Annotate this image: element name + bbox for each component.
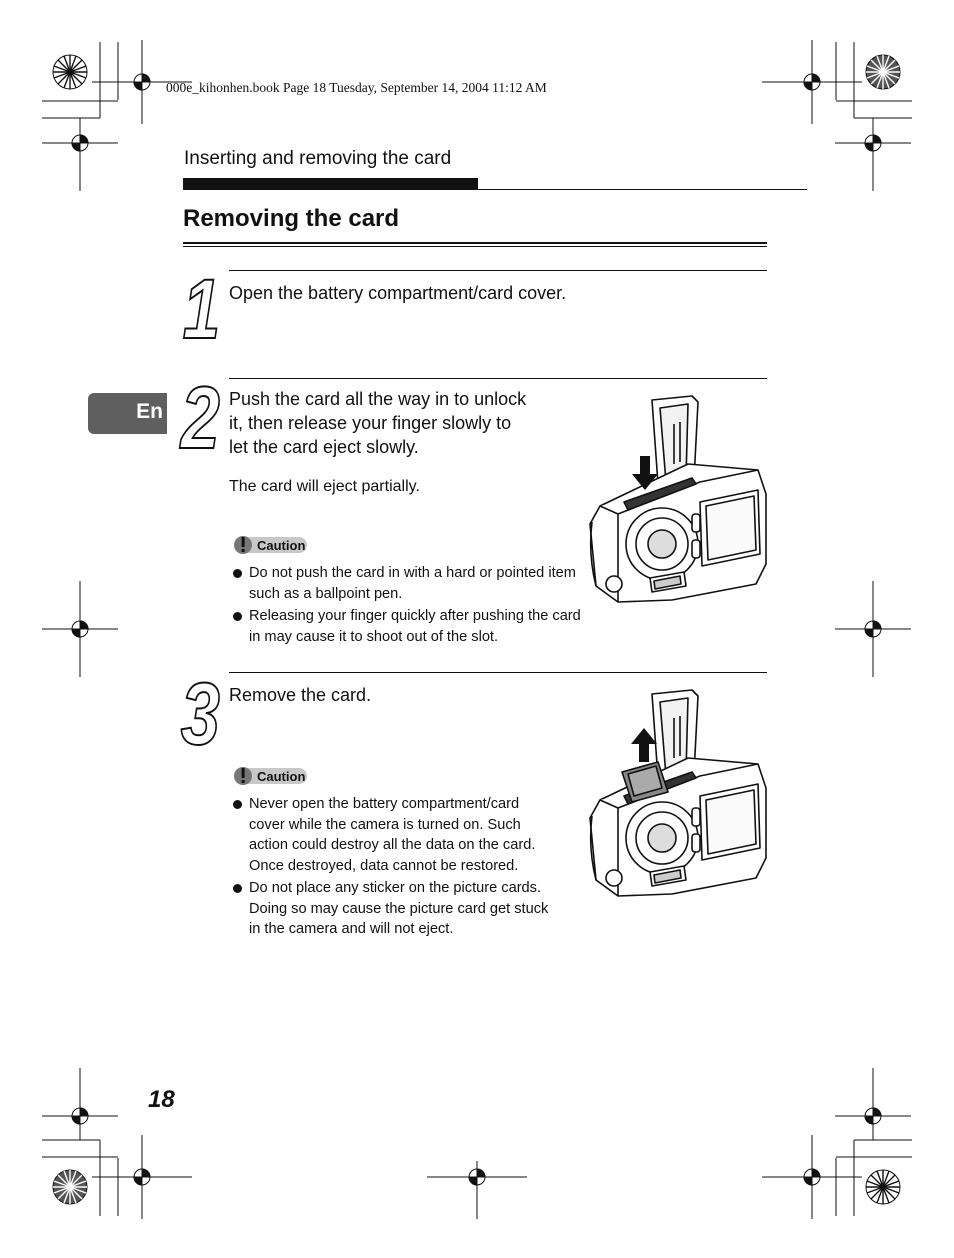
- step-2-number: [176, 368, 228, 454]
- step-3-number: [176, 662, 228, 750]
- language-tab-label: En: [136, 400, 163, 423]
- step-3-digit: 3: [180, 664, 220, 750]
- list-item: Do not place any sticker on the picture cards. Doing so may cause the picture card get stuck in the camera and will not eject.: [231, 878, 551, 940]
- step-2-rule: [229, 378, 767, 379]
- heading-rule: [183, 242, 767, 244]
- language-tab: [88, 393, 167, 434]
- caution-label: Caution: [257, 538, 306, 553]
- step-3-rule: [229, 672, 767, 673]
- arrow-up-icon: [631, 728, 657, 762]
- section-title: Inserting and removing the card: [184, 148, 452, 169]
- page-number: 18: [148, 1086, 175, 1113]
- caution-list: [231, 794, 551, 942]
- exclamation-icon: [233, 535, 253, 555]
- printer-info-line: 000e_kihonhen.book Page 18 Tuesday, September 14, 2004 11:12 AM: [166, 80, 547, 95]
- camera-remove-card-illustration: [588, 688, 768, 900]
- header-bar: [183, 178, 478, 190]
- caution-list: [231, 563, 581, 649]
- header-rule: [478, 189, 807, 190]
- exclamation-icon: [233, 766, 253, 786]
- step-2-digit: 2: [180, 368, 220, 454]
- step-1-digit: 1: [182, 262, 221, 344]
- step-1-rule: [229, 270, 767, 271]
- caution-label: Caution: [257, 769, 306, 784]
- step-3-instruction: Remove the card.: [229, 685, 372, 705]
- list-item: Never open the battery compartment/card cover while the camera is turned on. Such action could destroy all the data on the card. Once destroyed, data cannot be restored.: [231, 794, 551, 876]
- step-1-instruction: Open the battery compartment/card cover.: [229, 283, 567, 303]
- step-2-line: Push the card all the way in to unlock: [229, 389, 527, 409]
- step-2-instruction: [229, 387, 526, 459]
- list-item: Do not push the card in with a hard or pointed item such as a ballpoint pen.: [231, 563, 581, 604]
- step-2-line: it, then release your finger slowly to: [229, 413, 512, 433]
- step-1-number: [178, 262, 228, 344]
- list-item: Releasing your finger quickly after pushing the card in may cause it to shoot out of the slot.: [231, 606, 594, 647]
- step-2-note: The card will eject partially.: [229, 478, 420, 495]
- step-2-line: let the card eject slowly.: [229, 437, 419, 457]
- page-heading: Removing the card: [183, 205, 400, 232]
- heading-rule-thin: [183, 246, 767, 247]
- camera-push-card-illustration: [588, 394, 768, 606]
